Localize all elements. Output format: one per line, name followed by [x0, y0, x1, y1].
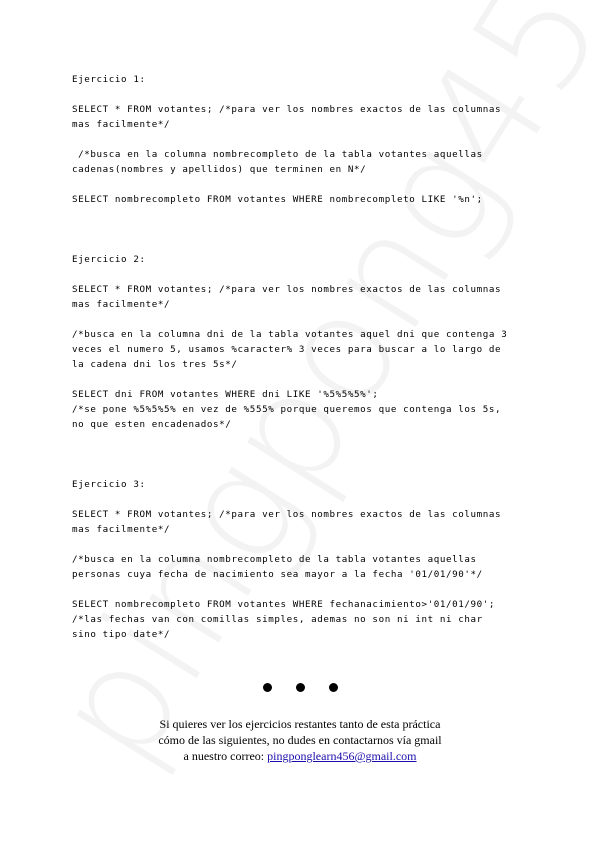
email-link[interactable]: pingponglearn456@gmail.com	[267, 749, 417, 763]
code-line: SELECT * FROM votantes; /*para ver los nombres exactos de las columnas	[72, 509, 502, 520]
footer-prefix: a nuestro correo:	[183, 749, 268, 763]
comment-line: /*busca en la columna nombrecompleto de la tabla votantes aquellas	[72, 149, 483, 160]
code-line: SELECT nombrecompleto FROM votantes WHERE nombrecompleto LIKE '%n';	[72, 194, 483, 205]
comment-line: veces el numero 5, usamos %caracter% 3 veces para buscar a lo largo de	[72, 344, 502, 355]
exercise-title: Ejercicio 2:	[72, 254, 146, 265]
comment-line: /*busca en la columna dni de la tabla votantes aquel dni que contenga 3	[72, 329, 508, 340]
ellipsis-dots	[0, 683, 600, 692]
footer-line	[0, 748, 600, 764]
dot-icon	[329, 683, 338, 692]
comment-line: la cadena dni los tres 5s*/	[72, 359, 238, 370]
code-line: SELECT dni FROM votantes WHERE dni LIKE '%5%5%5%';	[72, 389, 379, 400]
code-line: SELECT * FROM votantes; /*para ver los nombres exactos de las columnas	[72, 104, 502, 115]
code-line: SELECT * FROM votantes; /*para ver los nombres exactos de las columnas	[72, 284, 502, 295]
dot-icon	[296, 683, 305, 692]
exercise-title: Ejercicio 3:	[72, 479, 146, 490]
comment-line: cadenas(nombres y apellidos) que terminen en N*/	[72, 164, 367, 175]
footer-line: cómo de las siguientes, no dudes en contactarnos vía gmail	[158, 733, 442, 747]
document-body	[72, 72, 532, 642]
footer-line: Si quieres ver los ejercicios restantes tanto de esta práctica	[159, 717, 441, 731]
exercise-title: Ejercicio 1:	[72, 74, 146, 85]
dot-icon	[263, 683, 272, 692]
comment-line: /*las fechas van con comillas simples, ademas no son ni int ni char	[72, 614, 483, 625]
comment-line: /*se pone %5%5%5% en vez de %555% porque queremos que contenga los 5s,	[72, 404, 502, 415]
contact-footer	[0, 716, 600, 764]
comment-line: personas cuya fecha de nacimiento sea mayor a la fecha '01/01/90'*/	[72, 569, 483, 580]
comment-line: sino tipo date*/	[72, 629, 171, 640]
code-line: SELECT nombrecompleto FROM votantes WHERE fechanacimiento>'01/01/90';	[72, 599, 496, 610]
code-line: mas facilmente*/	[72, 119, 171, 130]
comment-line: /*busca en la columna nombrecompleto de la tabla votantes aquellas	[72, 554, 477, 565]
code-line: mas facilmente*/	[72, 299, 171, 310]
code-line: mas facilmente*/	[72, 524, 171, 535]
comment-line: no que esten encadenados*/	[72, 419, 232, 430]
